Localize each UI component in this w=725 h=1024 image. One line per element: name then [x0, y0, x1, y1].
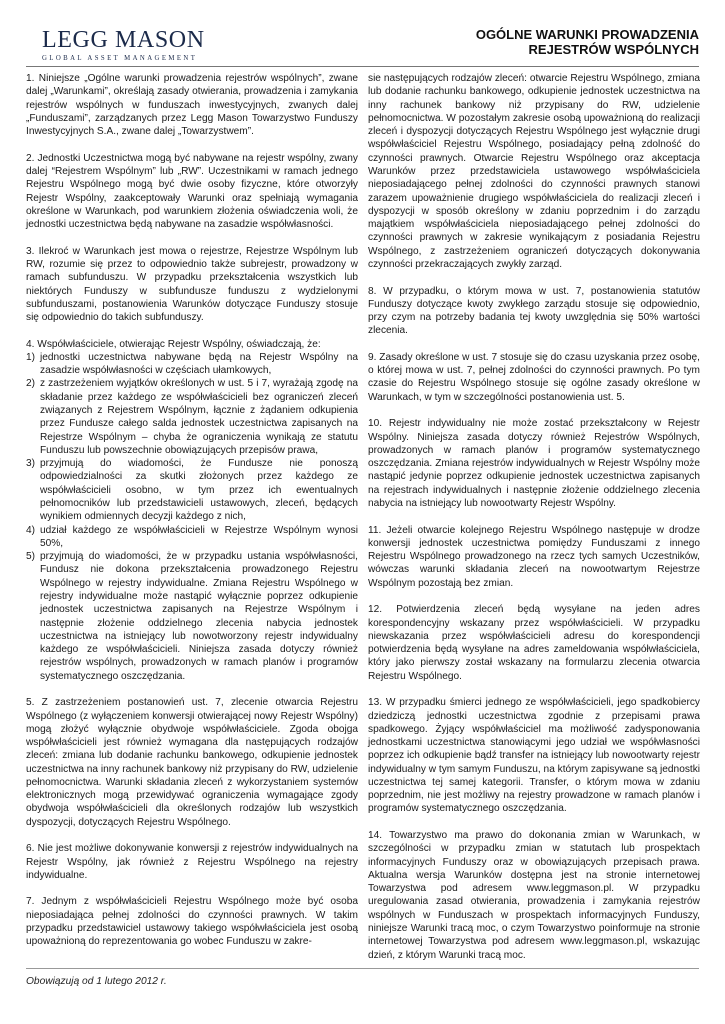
list-item: [26, 550, 358, 683]
list-item: [26, 457, 358, 523]
paragraph-14: 14. Towarzystwo ma prawo do dokonania zmian w Warunkach, w szczególności w przypadku zmian w statutach lub prospektach informacyjnych Funduszy oraz w obowiązujących przepisach prawa. Aktualna wersja Warunków dostępna jest na stronie internetowej Towarzystwa pod adresem www.leggmason.pl. W przypadku uregulowania zasad otwierania, prowadzenia i zamykania rejestrów wspólnych w Funduszach w prospektach informacyjnych Funduszy, niniejsze Warunki tracą moc, o czym Towarzystwo poinformuje na stronie internetowej Towarzystwa pod adresem www.leggmason.pl, wskazując dzień, z którym Warunki tracą moc.: [368, 830, 700, 961]
list-item-number: 5): [26, 551, 36, 563]
paragraph-12: 12. Potwierdzenia zleceń będą wysyłane na jeden adres korespondencyjny wskazany przez współwłaścicieli. W przypadku niewskazania przez współwłaścicieli adresu do korespondencji potwierdzenia będą wysyłane na adres zameldowania współwłaściciela, który jako pierwszy został wskazany na formularzu zlecenia otwarcia Rejestru Wspólnego.: [368, 604, 700, 682]
paragraph-6: 6. Nie jest możliwe dokonywanie konwersji z rejestrów indywidualnych na Rejestr Wspólny, jak również z Rejestru Wspólnego na rejestry indywidualne.: [26, 843, 358, 881]
list-item-text: z zastrzeżeniem wyjątków określonych w ust. 5 i 7, wyrażają zgodę na składanie przez każdego ze współwłaścicieli bez ograniczeń zleceń związanych z Rejestrem Wspólnym, łącznie z żądaniem odkupienia przez Fundusze całego salda jednostek uczestnictwa zapisanych na Rejestrze Wspólnym – chyba że ograniczenia wynikają ze statutu Funduszu lub powszechnie obowiązujących przepisów prawa,: [40, 378, 358, 456]
paragraph-7-continued: sie następujących rodzajów zleceń: otwarcie Rejestru Wspólnego, zmiana lub dodanie rachunku bankowego, odkupienie jednostek uczestnictwa na inny rachunek bankowy niż przypisany do RW, udzielenie pełnomocnictwa. W pozostałym zakresie osobą upoważnioną do realizacji zleceń i dyspozycji dotyczących Rejestru Wspólnego jest wyłącznie drugi współwłaściciel Rejestru Wspólnego, posiadający pełną zdolność do czynności prawnych. Otwarcie Rejestru Wspólnego oraz akceptacja Warunków przez przedstawiciela ustawowego współwłaściciela nieposiadającego pełnej zdolności do czynności prawnych stanowi zarazem upoważnienie drugiego współwłaściciela do realizacji zleceń i dyspozycji w sposób określony w zdaniu poprzednim i do zarządu majątkiem współwłaściciela nieposiadającego pełnej zdolności do czynności prawnych w zakresie wynikającym z posiadania Rejestru Wspólnego, z zastrzeżeniem ograniczeń dotyczących dokonywania czynności przekraczających zwykły zarząd.: [368, 73, 700, 270]
paragraph-10: 10. Rejestr indywidualny nie może zostać przekształcony w Rejestr Wspólny. Niniejsza zasada dotyczy również Rejestrów Wspólnych, prowadzonych w ramach planów i programów systematycznego oszczędzania. Zmiana rejestrów indywidualnych w Rejestr Wspólny może nastąpić jedynie poprzez odkupienie jednostek uczestnictwa zapisanych na rejestrach indywidualnych i następnie złożenie oddzielnego zlecenia nabycia na istniejący lub nowootwarty Rejestr Wspólny.: [368, 418, 700, 509]
list-item-text: udział każdego ze współwłaścicieli w Rejestrze Wspólnym wynosi 50%,: [40, 524, 358, 549]
legg-mason-logo: [42, 28, 222, 62]
list-item: [26, 524, 358, 551]
paragraph-13: 13. W przypadku śmierci jednego ze współwłaścicieli, jego spadkobiercy dziedziczą jednostki uczestnictwa zgodnie z przepisami prawa spadkowego. Żyjący współwłaściciel ma możliwość zadysponowania jednostkami uczestnictwa stanowiącymi jego udział we współwłasności poprzez ich odkupienie bądź transfer na istniejący lub nowootwarty rejestr indywidualny w tym samym Funduszu, na którym zapisywane są jednostki uczestnictwa tej samej kategorii. Transfer, o którym mowa w zdaniu poprzednim, nie jest możliwy na rejestry prowadzone w ramach planów i programów systematycznego oszczędzania.: [368, 697, 701, 815]
document-title-line-2: REJESTRÓW WSPÓLNYCH: [528, 42, 699, 57]
list-item-number: 2): [26, 378, 36, 390]
paragraph-11: 11. Jeżeli otwarcie kolejnego Rejestru Wspólnego następuje w drodze konwersji jednostek uczestnictwa pomiędzy Funduszami z innego Rejestru Wspólnego prowadzonego na rzecz tych samych Uczestników, wówczas warunki składania zleceń na nowootwartym Rejestrze Wspólnym pozostają bez zmian.: [368, 524, 700, 589]
paragraph-5: 5. Z zastrzeżeniem postanowień ust. 7, zlecenie otwarcia Rejestru Wspólnego (z wyłączeniem konwersji otwierającej nowy Rejestr Wspólny) mogą złożyć wyłącznie obydwoje współwłaściciele. Zgoda obojga współwłaścicieli jest również wymagana dla następujących rodzajów zleceń: zmiana lub dodanie rachunku bankowego, odkupienie jednostek uczestnictwa na inny rachunek bankowy niż przypisany do RW, udzielenie pełnomocnictwa. Warunki składania zleceń z wykorzystaniem systemów elektronicznych mogą przewidywać ograniczenia wymagające zgody obydwoja współwłaścicieli dla określonych rodzajów lub wszystkich dyspozycji, dotyczących Rejestru Wspólnego.: [26, 697, 358, 828]
paragraph-3: 3. Ilekroć w Warunkach jest mowa o rejestrze, Rejestrze Wspólnym lub RW, rozumie się przez to odpowiednio także subrejestr, prowadzony w ramach subfunduszu. W przypadku przekształcenia wszystkich lub niektórych Funduszy w subfundusze funduszu z wydzielonymi subfunduszami, postanowienia Warunków dotyczące Funduszy stosuje się odpowiednio do takich subfunduszy.: [26, 245, 358, 324]
paragraph-8: 8. W przypadku, o którym mowa w ust. 7, postanowienia statutów Funduszy dotyczące kwoty zwykłego zarządu stosuje się odpowiednio, przy czym na potrzeby badania tej kwoty uwzględnia się 50% wartości zlecenia.: [368, 285, 700, 337]
list-item-text: jednostki uczestnictwa nabywane będą na Rejestr Wspólny na zasadzie współwłasności w częściach ułamkowych,: [40, 351, 358, 377]
document-title: [476, 27, 699, 57]
list-item-text: przyjmują do wiadomości, że w przypadku ustania współwłasności, Fundusz nie dokona przekształcenia prowadzonego Rejestru Wspólnego w rejestry indywidualne. Zmiana Rejestru Wspólnego w rejestry indywidualne może nastąpić wyłącznie poprzez odkupienie jednostek uczestnictwa zapisanych na Rejestrze Wspólnym i następnie złożenie oddzielnego zlecenia nabycia jednostek uczestnictwa na istniejący lub nowotworzony rejestr indywidualny każdego ze współwłaścicieli. Niniejsza zasada dotyczy również rejestrów wspólnych, prowadzonych w ramach planów i programów systematycznego oszczędzania.: [40, 551, 358, 682]
list-item-text: przyjmują do wiadomości, że Fundusze nie ponoszą odpowiedzialności za skutki złożonych przez każdego ze współwłaścicieli osobno, w tym przez ich ewentualnych pełnomocników lub przedstawicieli ustawowych, zleceń, będących wynikiem odmiennych decyzji każdego z nich,: [40, 458, 358, 523]
document-title-line-1: OGÓLNE WARUNKI PROWADZENIA: [475, 27, 699, 42]
header-divider: [26, 66, 699, 67]
logo-tagline: GLOBAL ASSET MANAGEMENT: [42, 55, 198, 62]
paragraph-1: 1. Niniejsze „Ogólne warunki prowadzenia rejestrów wspólnych”, zwane dalej „Warunkami”, określają zasady otwierania, prowadzenia i zamykania rejestrów wspólnych w funduszach inwestycyjnych, zwanych dalej „Funduszami”, zarządzanych przez Legg Mason Towarzystwo Funduszy Inwestycyjnych S.A., zwane dalej „Towarzystwem”.: [26, 73, 358, 138]
paragraph-9: 9. Zasady określone w ust. 7 stosuje się do czasu uzyskania przez osobę, o której mowa w ust. 7, pełnej zdolności do czynności prawnych. Po tym czasie do Rejestru Wspólnego stosuje się ogólne zasady określone w Warunkach, w tym w szczególności postanowienia ust. 5.: [368, 351, 700, 403]
right-column: [368, 72, 700, 962]
list-item-number: 1): [26, 351, 36, 363]
paragraph-7: 7. Jednym z współwłaścicieli Rejestru Wspólnego może być osoba nieposiadająca pełnej zdolności do czynności prawnych. W takim przypadku przedstawiciel ustawowy takiego współwłaściciela jest osobą upoważnioną do reprezentowania go wobec Funduszu w zakre-: [26, 896, 358, 948]
list-item-number: 3): [26, 458, 36, 470]
effective-date-note: Obowiązują od 1 lutego 2012 r.: [26, 976, 167, 987]
list-item: [26, 377, 358, 457]
list-item: [26, 351, 358, 378]
footer-divider: [26, 968, 699, 969]
left-column: [26, 72, 358, 949]
logo-wordmark: LEGG MASON: [42, 27, 205, 53]
paragraph-4-list: [26, 351, 358, 683]
list-item-number: 4): [26, 524, 36, 536]
paragraph-2: 2. Jednostki Uczestnictwa mogą być nabywane na rejestr wspólny, zwany dalej “Rejestrem Wspólnym” lub „RW”. Uczestnikami w ramach jednego Rejestru Wspólnego mogą być dwie osoby fizyczne, które otworzyły Rejestr Wspólny, zaakceptowały Warunki oraz spełniają wymagania określone w Warunkach, pod warunkiem złożenia oświadczenia woli, że jednostki uczestnictwa będą nabywane na zasadzie współwłasności.: [26, 152, 358, 231]
paragraph-4-intro: 4. Współwłaściciele, otwierając Rejestr Wspólny, oświadczają, że:: [26, 338, 321, 350]
